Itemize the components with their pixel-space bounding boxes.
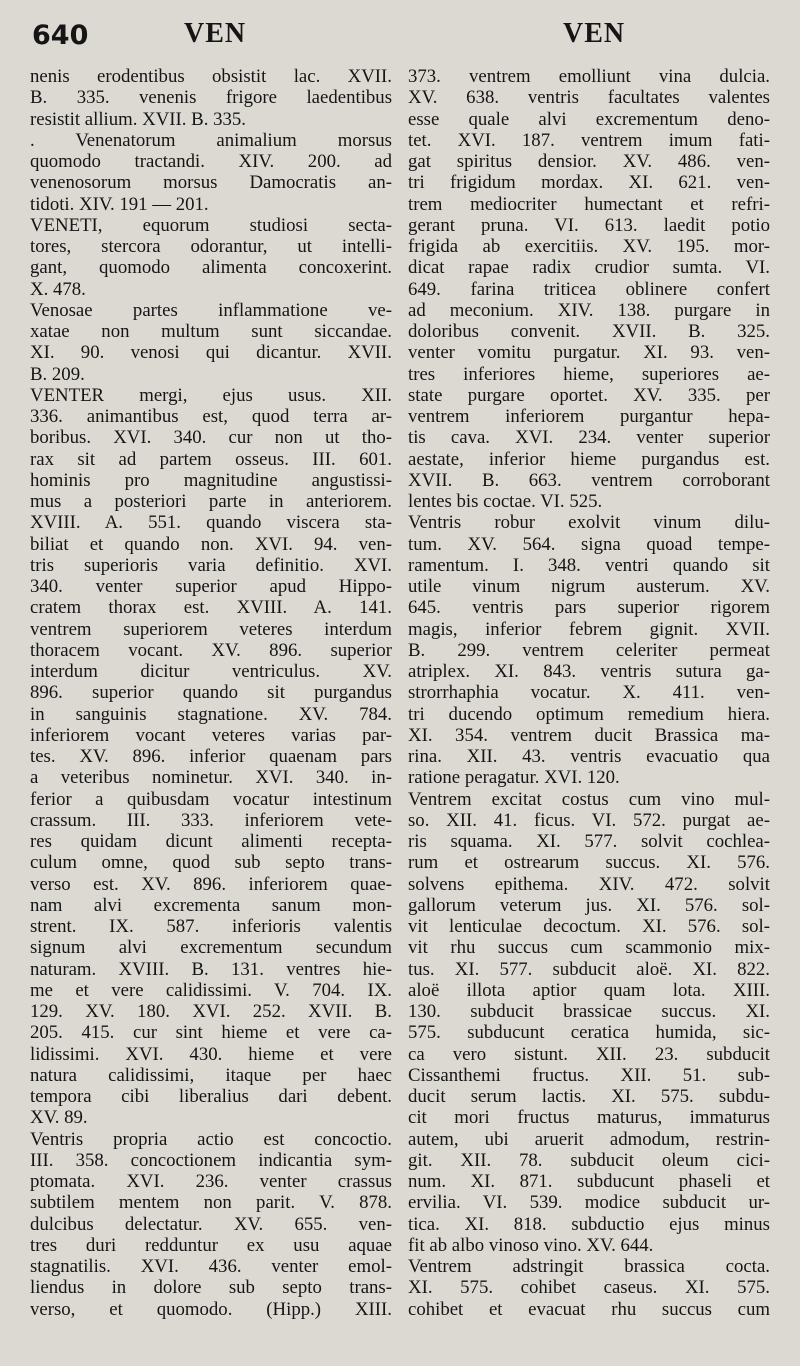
text-line: ca vero sistunt. XII. 23. subducit xyxy=(408,1043,770,1065)
text-line: tes. XV. 896. inferior quaenam pars xyxy=(30,746,392,767)
text-line: doloribus convenit. XVII. B. 325. xyxy=(408,321,770,342)
text-line: gerant pruna. VI. 613. laedit potio xyxy=(408,214,770,236)
text-line: ad meconium. XIV. 138. purgare in xyxy=(408,299,770,321)
text-line: aestate, inferior hieme purgandus est. xyxy=(408,448,770,470)
text-line: cit mori fructus maturus, immaturus xyxy=(408,1107,770,1129)
text-line: B. 209. xyxy=(30,363,85,385)
text-line: me et vere calidissimi. V. 704. IX. xyxy=(30,979,392,1001)
text-line: venenosorum morsus Damocratis an- xyxy=(30,172,392,194)
text-line: 205. 415. cur sint hieme et vere ca- xyxy=(30,1022,392,1044)
text-line: 336. animantibus est, quod terra ar- xyxy=(30,406,392,427)
text-line: frigida ab exercitiis. XV. 195. mor- xyxy=(408,236,770,257)
text-line: ramentum. I. 348. ventri quando sit xyxy=(408,554,770,576)
text-line: inferiorem vocant veteres varias par- xyxy=(30,724,392,746)
text-line: ris squama. XI. 577. solvit cochlea- xyxy=(408,831,770,852)
text-line: VENETI, equorum studiosi secta- xyxy=(30,214,392,236)
text-line: B. 299. ventrem celeriter permeat xyxy=(408,639,770,661)
text-line: vit lenticulae decoctum. XI. 576. sol- xyxy=(408,916,770,937)
text-line: verso, et quomodo. (Hipp.) XIII. xyxy=(30,1298,392,1320)
text-line: rina. XII. 43. ventris evacuatio qua xyxy=(408,746,770,767)
text-line: tet. XVI. 187. ventrem imum fati- xyxy=(408,129,770,151)
text-line: B. 335. venenis frigore laedentibus xyxy=(30,87,392,109)
text-line: dulcibus delectatur. XV. 655. ven- xyxy=(30,1213,392,1235)
text-line: magis, inferior febrem gignit. XVII. xyxy=(408,618,770,640)
text-line: hominis pro magnitudine angustissi- xyxy=(30,469,392,491)
text-line: res quidam dicunt alimenti recepta- xyxy=(30,831,392,852)
text-line: interdum dicitur ventriculus. XV. xyxy=(30,661,392,682)
text-line: quomodo tractandi. XIV. 200. ad xyxy=(30,151,392,172)
text-line: gant, quomodo alimenta concoxerint. xyxy=(30,257,392,279)
text-line: Ventris propria actio est concoctio. xyxy=(30,1128,392,1150)
text-line: a veteribus nominetur. XVI. 340. in- xyxy=(30,767,392,789)
text-line: ptomata. XVI. 236. venter crassus xyxy=(30,1171,392,1192)
text-line: state purgare oportet. XV. 335. per xyxy=(408,384,770,406)
right-column xyxy=(408,66,770,1320)
text-line: verso est. XV. 896. inferiorem quae- xyxy=(30,873,392,895)
text-line: cratem thorax est. XVIII. A. 141. xyxy=(30,597,392,619)
text-line: tres duri redduntur ex usu aquae xyxy=(30,1234,392,1256)
text-line: nenis erodentibus obsistit lac. XVII. xyxy=(30,66,392,87)
text-line: rax sit ad partem osseus. III. 601. xyxy=(30,448,392,470)
text-line: Ventris robur exolvit vinum dilu- xyxy=(408,512,770,534)
text-line: mus a posteriori parte in anteriorem. xyxy=(30,491,392,512)
text-line: XV. 89. xyxy=(30,1107,88,1129)
text-line: subtilem mentem non parit. V. 878. xyxy=(30,1192,392,1214)
text-line: tus. XI. 577. subducit aloë. XI. 822. xyxy=(408,958,770,980)
text-line: so. XII. 41. ficus. VI. 572. purgat ae- xyxy=(408,809,770,831)
text-line: tris superioris varia definitio. XVI. xyxy=(30,554,392,576)
text-line: gallorum veterum jus. XI. 576. sol- xyxy=(408,894,770,916)
left-column xyxy=(30,66,392,1320)
text-line: atriplex. XI. 843. ventris sutura ga- xyxy=(408,661,770,682)
text-line: aloë illota aptior quam lota. XIII. xyxy=(408,979,770,1001)
text-line: 130. subducit brassicae succus. XI. xyxy=(408,1001,770,1022)
text-line: nam alvi excrementa sanum mon- xyxy=(30,894,392,916)
text-line: XV. 638. ventris facultates valentes xyxy=(408,87,770,109)
text-line: natura calidissimi, itaque per haec xyxy=(30,1064,392,1086)
text-line: ventrem inferiorem purgantur hepa- xyxy=(408,406,770,427)
text-line: tores, stercora odorantur, ut intelli- xyxy=(30,236,392,257)
text-line: Ventrem adstringit brassica cocta. xyxy=(408,1256,770,1277)
text-line: tidoti. XIV. 191 — 201. xyxy=(30,193,209,215)
text-line: 129. XV. 180. XVI. 252. XVII. B. xyxy=(30,1001,392,1022)
text-line: thoracem vocant. XV. 896. superior xyxy=(30,639,392,661)
text-line: cohibet et evacuat rhu succus cum xyxy=(408,1298,770,1320)
text-line: tri ducendo optimum remedium hiera. xyxy=(408,703,770,725)
text-line: autem, ubi aruerit admodum, restrin- xyxy=(408,1128,770,1150)
text-line: boribus. XVI. 340. cur non ut tho- xyxy=(30,427,392,449)
text-line: VENTER mergi, ejus usus. XII. xyxy=(30,384,392,406)
text-line: venter vomitu purgatur. XI. 93. ven- xyxy=(408,342,770,364)
text-line: XVII. B. 663. ventrem corroborant xyxy=(408,469,770,491)
text-line: XI. 575. cohibet caseus. XI. 575. xyxy=(408,1277,770,1299)
text-line: in sanguinis stagnatione. XV. 784. xyxy=(30,703,392,725)
text-line: signum alvi excrementum secundum xyxy=(30,937,392,959)
text-line: tempora cibi liberalius dari debent. xyxy=(30,1086,392,1107)
text-line: ervilia. VI. 539. modice subducit ur- xyxy=(408,1192,770,1214)
text-line: resistit allium. XVII. B. 335. xyxy=(30,108,246,130)
text-line: ratione peragatur. XVI. 120. xyxy=(408,767,620,789)
text-line: XVIII. A. 551. quando viscera sta- xyxy=(30,512,392,534)
text-line: biliat et quando non. XVI. 94. ven- xyxy=(30,533,392,555)
text-line: 649. farina triticea oblinere confert xyxy=(408,278,770,300)
text-line: liendus in dolore sub septo trans- xyxy=(30,1277,392,1299)
text-line: strent. IX. 587. inferioris valentis xyxy=(30,916,392,937)
text-line: tres inferiores hieme, superiores ae- xyxy=(408,363,770,385)
text-line: Ventrem excitat costus cum vino mul- xyxy=(408,788,770,810)
text-line: X. 478. xyxy=(30,278,86,300)
text-line: culum omne, quod sub septo trans- xyxy=(30,852,392,874)
text-line: ferior a quibusdam vocatur intestinum xyxy=(30,788,392,810)
text-line: . Venenatorum animalium morsus xyxy=(30,129,392,151)
text-line: xatae non multum sunt siccandae. xyxy=(30,321,392,342)
text-line: git. XII. 78. subducit oleum cici- xyxy=(408,1149,770,1171)
text-line: fit ab albo vinoso vino. XV. 644. xyxy=(408,1234,654,1256)
text-line: utile vinum nigrum austerum. XV. xyxy=(408,576,770,597)
text-line: naturam. XVIII. B. 131. ventres hie- xyxy=(30,958,392,980)
page-header xyxy=(0,0,800,64)
text-line: 373. ventrem emolliunt vina dulcia. xyxy=(408,66,770,87)
text-line: 340. venter superior apud Hippo- xyxy=(30,576,392,597)
text-line: trem mediocriter humectant et refri- xyxy=(408,193,770,215)
text-line: III. 358. concoctionem indicantia sym- xyxy=(30,1149,392,1171)
text-line: XI. 90. venosi qui dicantur. XVII. xyxy=(30,342,392,364)
text-line: tri frigidum mordax. XI. 621. ven- xyxy=(408,172,770,194)
text-line: vit rhu succus cum scammonio mix- xyxy=(408,937,770,959)
text-line: tis cava. XVI. 234. venter superior xyxy=(408,427,770,449)
text-line: dicat rapae radix crudior sumta. VI. xyxy=(408,257,770,279)
text-line: 645. ventris pars superior rigorem xyxy=(408,597,770,619)
text-line: 896. superior quando sit purgandus xyxy=(30,682,392,704)
text-line: lidissimi. XVI. 430. hieme et vere xyxy=(30,1043,392,1065)
text-line: Cissanthemi fructus. XII. 51. sub- xyxy=(408,1064,770,1086)
text-line: XI. 354. ventrem ducit Brassica ma- xyxy=(408,724,770,746)
text-line: solvens epithema. XIV. 472. solvit xyxy=(408,873,770,895)
page-number: 640 xyxy=(32,20,89,51)
text-line: 575. subducunt ceratica humida, sic- xyxy=(408,1022,770,1044)
text-line: ventrem superiorem veteres interdum xyxy=(30,618,392,640)
text-line: gat spiritus densior. XV. 486. ven- xyxy=(408,151,770,172)
text-line: lentes bis coctae. VI. 525. xyxy=(408,491,603,512)
text-line: num. XI. 871. subducunt phaseli et xyxy=(408,1171,770,1192)
text-line: rum et ostrearum succus. XI. 576. xyxy=(408,852,770,874)
text-line: stagnatilis. XVI. 436. venter emol- xyxy=(30,1256,392,1277)
running-head-right: VEN xyxy=(563,18,626,49)
text-line: tum. XV. 564. signa quoad tempe- xyxy=(408,533,770,555)
text-line: esse quale alvi excrementum deno- xyxy=(408,108,770,130)
text-line: crassum. III. 333. inferiorem vete- xyxy=(30,809,392,831)
text-line: Venosae partes inflammatione ve- xyxy=(30,299,392,321)
text-line: strorrhaphia vocatur. X. 411. ven- xyxy=(408,682,770,704)
running-head-left: VEN xyxy=(184,18,247,49)
text-line: ducit serum lactis. XI. 575. subdu- xyxy=(408,1086,770,1107)
text-line: tica. XI. 818. subductio ejus minus xyxy=(408,1213,770,1235)
